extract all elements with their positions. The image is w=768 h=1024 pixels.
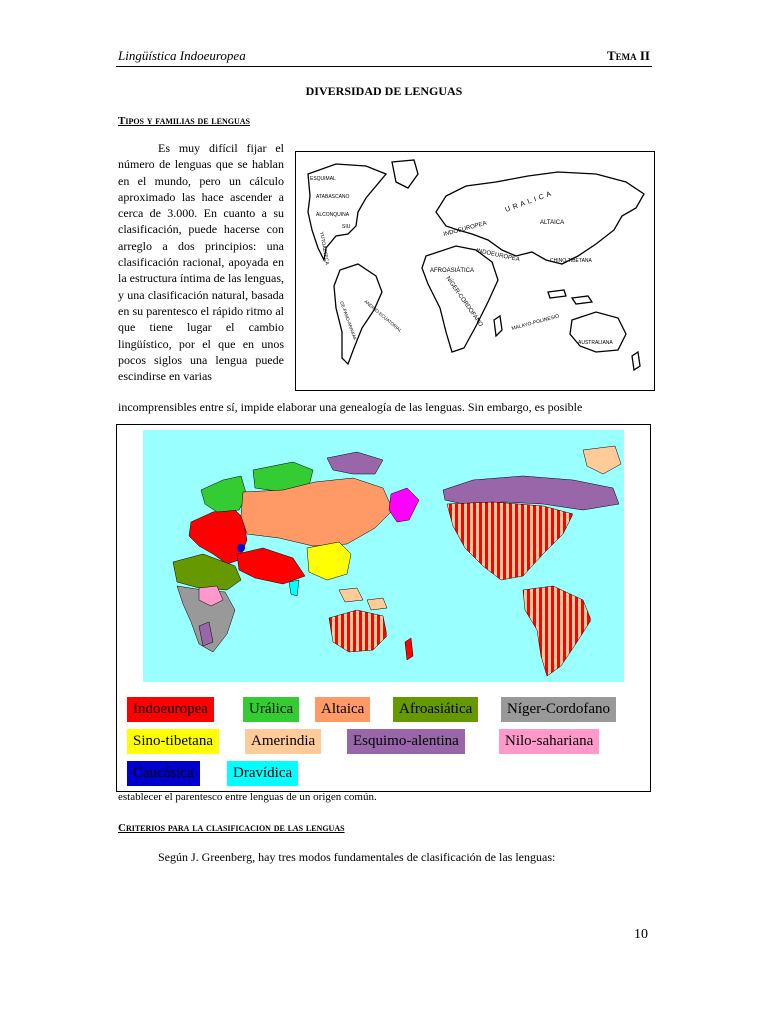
section-heading-criterios: Criterios para la clasificacion de las lenguas	[118, 822, 345, 834]
label-yutoazteca: YUTOAZTECA	[318, 231, 330, 266]
section-heading-tipos: Tipos y familias de lenguas	[118, 115, 250, 127]
label-andinoecuatorial: ANDINO-ECUATORIAL	[363, 298, 403, 334]
eurasia-outline	[436, 172, 644, 264]
south-america-outline	[334, 264, 382, 364]
header-chapter: Tema II	[606, 48, 650, 63]
page-number: 10	[634, 927, 648, 942]
header-divider	[116, 66, 652, 67]
legend-dravidica: Dravídica	[227, 761, 298, 786]
label-australiana: AUSTRALIANA	[578, 340, 613, 346]
label-uralica: URALICA	[504, 189, 555, 214]
intro-paragraph-continued: incomprensibles entre sí, impide elaborar una genealogía de las lenguas. Sin embargo, es posible	[118, 400, 583, 414]
indonesia-outline	[548, 290, 592, 304]
legend-niger-cordofano: Níger-Cordofano	[501, 697, 616, 722]
legend-indoeuropea: Indoeuropea	[127, 697, 214, 722]
label-malayopolinesio: MALAYO-POLINESIO	[510, 313, 560, 332]
language-family-figure	[116, 424, 651, 792]
legend-afroasiatica: Afroasiática	[393, 697, 478, 722]
world-outline-svg	[296, 152, 654, 390]
label-afroasiatica: AFROASIÁTICA	[430, 268, 475, 274]
madagascar-outline	[494, 316, 502, 336]
label-atabascano: ATABASCANO	[316, 194, 350, 200]
label-alconquina: ALCONQUINA	[316, 212, 350, 218]
region-caucasica	[237, 544, 245, 552]
intro-paragraph: Es muy difícil fijar el número de lenguas que se hablan en el mundo, pero un cálculo aproximado las hace ascender a cerca de 3.000. En cuanto a su clasificación, puede hacerse con arreglo a dos principios: una clasificación racional, apoyada en la estructura íntima de las lenguas, y una clasificación natural, basada en su parentesco el rápido ritmo al que tiene lugar el cambio lingüístico, por el que en unos pocos siglos una lengua puede escindirse en varias	[118, 141, 284, 384]
australia-outline	[570, 312, 626, 352]
greenland-outline	[392, 160, 418, 188]
label-siu: SIU	[342, 224, 351, 230]
label-chinotibetana: CHINO-TIBETANA	[550, 258, 592, 264]
world-language-map	[295, 151, 655, 391]
label-esquimal: ESQUIMAL	[310, 176, 336, 182]
intro-paragraph-end: establecer el parentesco entre lenguas de un origen común.	[118, 791, 377, 803]
label-gepanoarawak: GE-PANO-ARAWAK	[339, 300, 358, 341]
legend-caucasica: Caucásica	[127, 761, 200, 786]
label-altaica: ALTAICA	[540, 220, 565, 226]
legend-amerindia: Amerindia	[245, 729, 321, 754]
legend-altaica: Altaica	[315, 697, 370, 722]
legend-sino-tibetana: Sino-tibetana	[127, 729, 219, 754]
label-indoeuropea-asia: INDOEUROPEA	[475, 248, 521, 264]
language-family-map	[143, 430, 624, 682]
greenberg-paragraph: Según J. Greenberg, hay tres modos fundamentales de clasificación de las lenguas:	[158, 850, 556, 864]
region-sino-tibetana	[307, 542, 351, 580]
legend-nilo-sahariana: Nilo-sahariana	[499, 729, 599, 754]
label-indoeuropea-europe: INDOEUROPEA	[442, 220, 488, 238]
legend-esquimo-alentina: Esquimo-alentina	[347, 729, 465, 754]
legend-uralica: Urálica	[243, 697, 299, 722]
new-zealand-outline	[632, 352, 640, 370]
label-nigercordofano: NÍGER-CORDOFANO	[444, 275, 484, 329]
page-title: DIVERSIDAD DE LENGUAS	[305, 84, 463, 98]
header-book-title: Lingüística Indoeuropea	[118, 48, 246, 63]
